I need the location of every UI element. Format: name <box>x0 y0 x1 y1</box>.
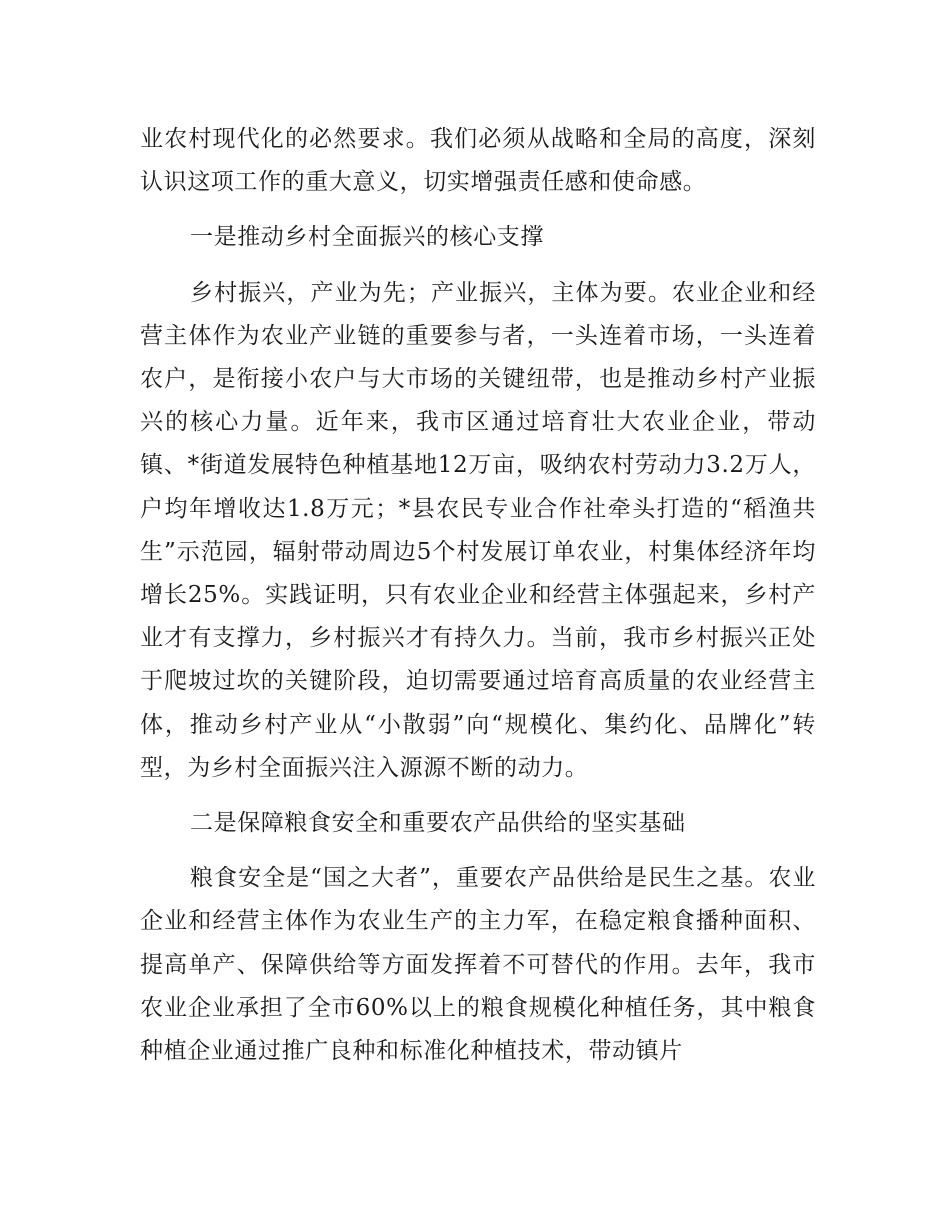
paragraph-continuation: 业农村现代化的必然要求。我们必须从战略和全局的高度，深刻认识这项工作的重大意义，切实增强责任感和使命感。 <box>140 126 816 196</box>
paragraph-body-2: 粮食安全是“国之大者”，重要农产品供给是民生之基。农业企业和经营主体作为农业生产的主力军，在稳定粮食播种面积、提高单产、保障供给等方面发挥着不可替代的作用。去年，我市农业企业承担了全市60%以上的粮食规模化种植任务，其中粮食种植企业通过推广良种和标准化种植技术，带动镇片 <box>140 865 816 1065</box>
section-heading-1: 一是推动乡村全面振兴的核心支撑 <box>190 224 544 251</box>
paragraph-body-1: 乡村振兴，产业为先；产业振兴，主体为要。农业企业和经营主体作为农业产业链的重要参与者，一头连着市场，一头连着农户，是衔接小农户与大市场的关键纽带，也是推动乡村产业振兴的核心力量。近年来，我市区通过培育壮大农业企业，带动镇、*街道发展特色种植基地12万亩，吸纳农村劳动力3.2万人，户均年增收达1.8万元；*县农民专业合作社牵头打造的“稻渔共生”示范园，辐射带动周边5个村发展订单农业，村集体经济年均增长25%。实践证明，只有农业企业和经营主体强起来，乡村产业才有支撑力，乡村振兴才有持久力。当前，我市乡村振兴正处于爬坡过坎的关键阶段，迫切需要通过培育高质量的农业经营主体，推动乡村产业从“小散弱”向“规模化、集约化、品牌化”转型，为乡村全面振兴注入源源不断的动力。 <box>140 279 816 781</box>
section-heading-2: 二是保障粮食安全和重要农产品供给的坚实基础 <box>190 810 686 837</box>
document-body <box>140 118 816 1073</box>
